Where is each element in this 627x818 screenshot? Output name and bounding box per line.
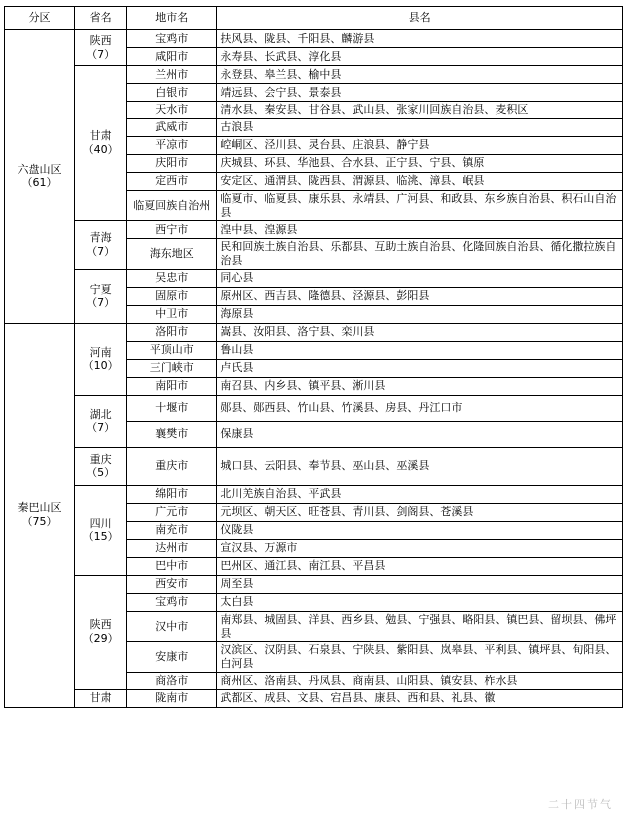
table-row	[5, 689, 623, 707]
county-cell: 崆峒区、泾川县、灵台县、庄浪县、静宁县	[217, 136, 623, 154]
city-cell: 达州市	[127, 539, 217, 557]
city-cell: 海东地区	[127, 239, 217, 270]
county-cell: 靖远县、会宁县、景泰县	[217, 84, 623, 102]
county-cell: 南召县、内乡县、镇平县、淅川县	[217, 377, 623, 395]
table-row	[5, 485, 623, 503]
city-cell: 西宁市	[127, 221, 217, 239]
county-cell: 仪陇县	[217, 521, 623, 539]
province-count: （5）	[86, 466, 116, 480]
city-cell: 宝鸡市	[127, 593, 217, 611]
watermark-text: 二十四节气	[548, 798, 613, 811]
county-cell: 永寿县、长武县、淳化县	[217, 48, 623, 66]
city-cell: 巴中市	[127, 557, 217, 575]
province-count: （10）	[82, 359, 119, 373]
zone-count: （61）	[21, 176, 58, 190]
province-cell	[75, 395, 127, 447]
header-zone: 分区	[5, 7, 75, 30]
city-cell: 兰州市	[127, 66, 217, 84]
province-cell	[75, 575, 127, 689]
county-cell: 太白县	[217, 593, 623, 611]
province-count: （15）	[82, 530, 119, 544]
county-cell: 嵩县、汝阳县、洛宁县、栾川县	[217, 323, 623, 341]
city-cell: 襄樊市	[127, 421, 217, 447]
zone-cell	[5, 323, 75, 707]
zone-name: 六盘山区	[17, 162, 62, 176]
province-name: 陕西	[89, 33, 112, 47]
city-cell: 庆阳市	[127, 154, 217, 172]
province-name: 湖北	[89, 407, 112, 421]
city-cell: 南充市	[127, 521, 217, 539]
header-city: 地市名	[127, 7, 217, 30]
county-cell: 周至县	[217, 575, 623, 593]
county-cell: 南郑县、城固县、洋县、西乡县、勉县、宁强县、略阳县、镇巴县、留坝县、佛坪县	[217, 611, 623, 642]
county-cell: 宣汉县、万源市	[217, 539, 623, 557]
city-cell: 咸阳市	[127, 48, 217, 66]
province-count: （7）	[86, 296, 116, 310]
county-cell: 武都区、成县、文县、宕昌县、康县、西和县、礼县、徽	[217, 689, 623, 707]
province-count: （7）	[86, 245, 116, 258]
county-cell: 永登县、皋兰县、榆中县	[217, 66, 623, 84]
header-county: 县名	[217, 7, 623, 30]
province-count: （40）	[82, 143, 119, 157]
province-name: 宁夏	[89, 282, 112, 296]
province-name: 四川	[89, 516, 112, 530]
region-county-table	[4, 6, 623, 708]
city-cell: 白银市	[127, 84, 217, 102]
county-cell: 清水县、秦安县、甘谷县、武山县、张家川回族自治县、麦积区	[217, 102, 623, 119]
city-cell: 汉中市	[127, 611, 217, 642]
county-cell: 扶风县、陇县、千阳县、麟游县	[217, 30, 623, 48]
county-cell: 巴州区、通江县、南江县、平昌县	[217, 557, 623, 575]
city-cell: 定西市	[127, 172, 217, 190]
zone-cell	[5, 30, 75, 324]
province-name: 甘肃	[89, 691, 112, 705]
province-cell	[75, 66, 127, 221]
county-cell: 元坝区、朝天区、旺苍县、青川县、剑阁县、苍溪县	[217, 503, 623, 521]
county-cell: 北川羌族自治县、平武县	[217, 485, 623, 503]
city-cell: 南阳市	[127, 377, 217, 395]
city-cell: 安康市	[127, 642, 217, 673]
county-cell: 城口县、云阳县、奉节县、巫山县、巫溪县	[217, 447, 623, 485]
county-cell: 卢氏县	[217, 359, 623, 377]
province-cell	[75, 485, 127, 575]
table-row	[5, 221, 623, 239]
city-cell: 中卫市	[127, 305, 217, 323]
city-cell: 平顶山市	[127, 341, 217, 359]
province-cell	[75, 221, 127, 270]
city-cell: 宝鸡市	[127, 30, 217, 48]
header-province: 省名	[75, 7, 127, 30]
city-cell: 临夏回族自治州	[127, 190, 217, 221]
table-row	[5, 30, 623, 48]
table-row	[5, 269, 623, 287]
city-cell: 三门峡市	[127, 359, 217, 377]
city-cell: 洛阳市	[127, 323, 217, 341]
city-cell: 重庆市	[127, 447, 217, 485]
province-cell	[75, 269, 127, 323]
zone-name: 秦巴山区	[17, 501, 62, 515]
county-cell: 保康县	[217, 421, 623, 447]
table-header-row	[5, 7, 623, 30]
province-count: （7）	[86, 47, 116, 61]
county-cell: 庆城县、环县、华池县、合水县、正宁县、宁县、镇原	[217, 154, 623, 172]
province-cell	[75, 447, 127, 485]
county-cell: 古浪县	[217, 118, 623, 136]
county-cell: 湟中县、湟源县	[217, 221, 623, 239]
county-cell: 鲁山县	[217, 341, 623, 359]
city-cell: 吴忠市	[127, 269, 217, 287]
county-cell: 商州区、洛南县、丹凤县、商南县、山阳县、镇安县、柞水县	[217, 672, 623, 689]
table-row	[5, 575, 623, 593]
province-name: 青海	[89, 231, 112, 245]
province-name: 河南	[89, 345, 112, 359]
province-count: （29）	[82, 632, 119, 646]
county-cell: 汉滨区、汉阴县、石泉县、宁陕县、紫阳县、岚皋县、平利县、镇坪县、旬阳县、白河县	[217, 642, 623, 673]
county-cell: 安定区、通渭县、陇西县、渭源县、临洮、漳县、岷县	[217, 172, 623, 190]
county-cell: 郧县、郧西县、竹山县、竹溪县、房县、丹江口市	[217, 395, 623, 421]
city-cell: 绵阳市	[127, 485, 217, 503]
table-row	[5, 447, 623, 485]
province-name: 重庆	[89, 452, 112, 466]
province-cell	[75, 689, 127, 707]
city-cell: 陇南市	[127, 689, 217, 707]
province-name: 甘肃	[89, 129, 112, 143]
province-count: （7）	[86, 421, 116, 435]
province-cell	[75, 323, 127, 395]
province-name: 陕西	[89, 618, 112, 632]
city-cell: 固原市	[127, 287, 217, 305]
city-cell: 武威市	[127, 118, 217, 136]
county-cell: 原州区、西吉县、隆德县、泾源县、彭阳县	[217, 287, 623, 305]
zone-count: （75）	[21, 515, 58, 529]
city-cell: 广元市	[127, 503, 217, 521]
county-cell: 海原县	[217, 305, 623, 323]
city-cell: 十堰市	[127, 395, 217, 421]
city-cell: 商洛市	[127, 672, 217, 689]
city-cell: 天水市	[127, 102, 217, 119]
city-cell: 西安市	[127, 575, 217, 593]
table-row	[5, 66, 623, 84]
table-row	[5, 395, 623, 421]
table-row	[5, 323, 623, 341]
province-cell	[75, 30, 127, 66]
county-cell: 民和回族土族自治县、乐都县、互助土族自治县、化隆回族自治县、循化撒拉族自治县	[217, 239, 623, 270]
county-cell: 临夏市、临夏县、康乐县、永靖县、广河县、和政县、东乡族自治县、积石山自治县	[217, 190, 623, 221]
city-cell: 平凉市	[127, 136, 217, 154]
county-cell: 同心县	[217, 269, 623, 287]
